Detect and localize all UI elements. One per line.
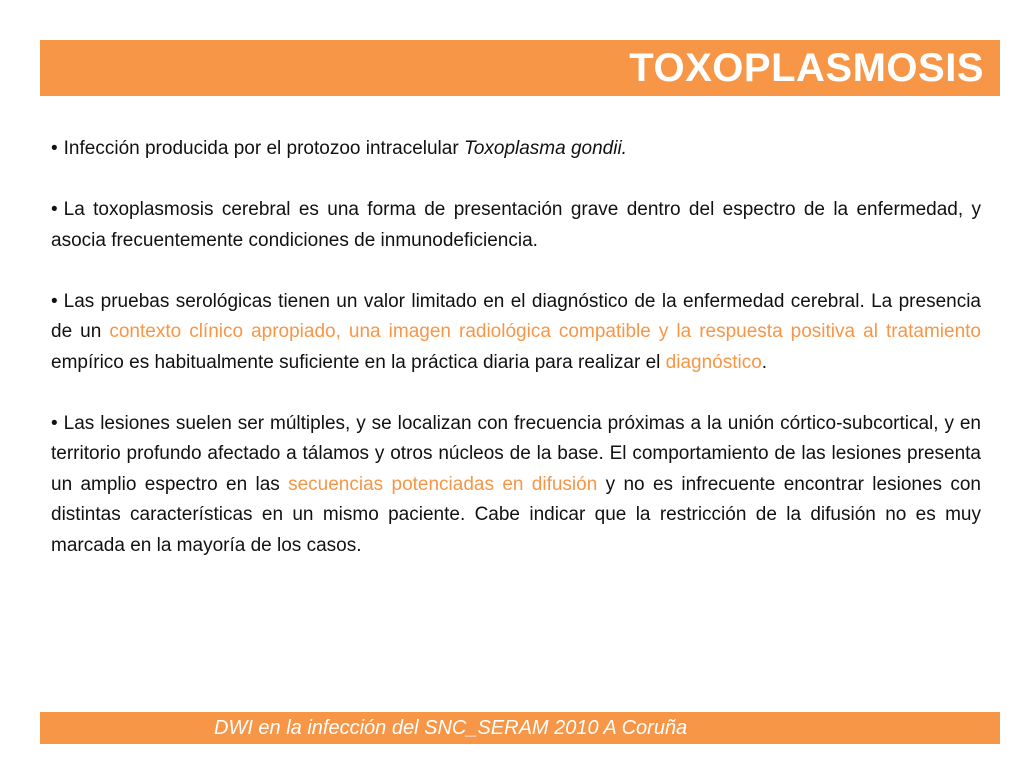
bullet-4-text-b: y no es infrecuente encontrar lesiones con distintas características en un mismo paciente. Cabe indicar que la restricción de la difusión no es muy marcada en la mayoría de los casos. (51, 473, 981, 556)
bullet-1-text: Infección producida por el protozoo intracelular (63, 138, 464, 159)
bullet-2 (51, 195, 981, 256)
title-bar (40, 40, 1000, 96)
bullet-4 (51, 409, 981, 562)
bullet-1-species-name: Toxoplasma gondii. (463, 138, 627, 159)
bullet-3 (51, 287, 981, 379)
slide-title: TOXOPLASMOSIS (629, 46, 984, 90)
slide-content (51, 134, 981, 592)
footer-text: DWI en la infección del SNC_SERAM 2010 A Coruña (214, 717, 688, 739)
bullet-2-text: La toxoplasmosis cerebral es una forma de presentación grave dentro del espectro de la enfermedad, y asocia frecuentemente condiciones de inmunodeficiencia. (51, 199, 981, 251)
bullet-marker: • (51, 138, 58, 159)
bullet-3-highlight-a: contexto clínico apropiado, una imagen radiológica compatible y la respuesta positiva al tratamiento (109, 321, 981, 342)
bullet-3-text-c: . (761, 351, 768, 373)
footer-bar (40, 712, 1000, 744)
bullet-3-text-b: empírico es habitualmente suficiente en la práctica diaria para realizar el (51, 351, 666, 373)
bullet-marker: • (51, 412, 58, 434)
bullet-3-text-a: Las pruebas serológicas tienen un valor limitado en el diagnóstico de la enfermedad cerebral. La presencia de un (51, 290, 981, 342)
bullet-1 (51, 134, 981, 165)
bullet-marker: • (51, 290, 58, 312)
bullet-3-highlight-b: diagnóstico (665, 351, 762, 373)
bullet-4-text-a: Las lesiones suelen ser múltiples, y se localizan con frecuencia próximas a la unión córtico-subcortical, y en territorio profundo afectado a tálamos y otros núcleos de la base. El comportamiento de las lesiones presenta un amplio espectro en las (51, 412, 981, 495)
bullet-4-highlight: secuencias potenciadas en difusión (288, 473, 598, 495)
bullet-marker: • (51, 199, 58, 220)
